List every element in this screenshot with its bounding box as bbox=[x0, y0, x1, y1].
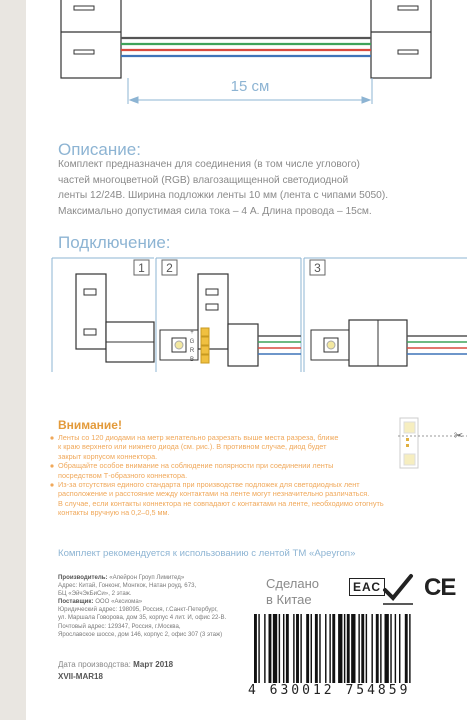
footer-line: Поставщик: ООО «Аксиома» bbox=[58, 598, 143, 606]
barcode bbox=[252, 614, 467, 684]
step-number: 3 bbox=[314, 261, 321, 275]
description-heading: Описание: bbox=[58, 140, 141, 159]
connection-diagrams bbox=[26, 254, 467, 384]
production-date: Дата производства: Март 2018 bbox=[58, 660, 174, 669]
bullet-dot bbox=[50, 436, 53, 439]
barcode-bar bbox=[300, 614, 301, 684]
barcode-bar bbox=[347, 614, 350, 684]
footer-line: Адрес: Китай, Гонконг, Монгкок, Натан роуд, 673, bbox=[58, 582, 197, 590]
description-text bbox=[58, 157, 388, 219]
bullet-dot bbox=[50, 464, 53, 467]
warning-line: Обращайте особое внимание на соблюдение полярности при соединении ленты bbox=[58, 461, 334, 471]
barcode-bar bbox=[293, 614, 294, 684]
barcode-bar bbox=[399, 614, 400, 684]
barcode-bar bbox=[380, 614, 381, 684]
svg-text:+: + bbox=[190, 330, 194, 336]
cable-length-diagram bbox=[26, 0, 467, 120]
footer-line: Почтовый адрес: 129347, Россия, г.Москва, bbox=[58, 622, 181, 630]
warning-bullets bbox=[48, 434, 56, 504]
scissors-icon: ✂ bbox=[454, 429, 464, 442]
recycle-check-icon bbox=[380, 570, 416, 606]
svg-text:R: R bbox=[189, 348, 195, 354]
barcode-bar bbox=[319, 614, 320, 684]
barcode-bar bbox=[296, 614, 299, 684]
barcode-bar bbox=[351, 614, 355, 684]
barcode-bar bbox=[371, 614, 372, 684]
warning-line: В случае, если контакты коннектора не совпадают с контактами на ленте, необходимо отогнуть bbox=[58, 498, 384, 508]
barcode-bar bbox=[325, 614, 326, 684]
length-label: 15 см bbox=[230, 78, 270, 95]
barcode-bar bbox=[385, 614, 389, 684]
barcode-bar bbox=[395, 614, 396, 684]
barcode-bar bbox=[269, 614, 272, 684]
step-1-diagram bbox=[52, 258, 154, 372]
barcode-bar bbox=[332, 614, 335, 684]
footer-line: Ярославское шоссе, дом 146, корпус 2, офис 307 (3 этаж) bbox=[58, 630, 223, 638]
barcode-bar bbox=[338, 614, 342, 684]
step-2-diagram bbox=[156, 258, 301, 372]
barcode-bar bbox=[315, 614, 318, 684]
footer-line: Производитель: «Апейрон Гроуп Лимитед» bbox=[58, 574, 185, 581]
step-3-diagram bbox=[304, 258, 467, 372]
barcode-bar bbox=[366, 614, 367, 684]
barcode-bar bbox=[264, 614, 265, 684]
barcode-bar bbox=[279, 614, 280, 684]
barcode-bar bbox=[329, 614, 330, 684]
description-line: Максимально допустимая сила тока – 4 А. Длина провода – 15см. bbox=[58, 205, 372, 217]
barcode-bar bbox=[311, 614, 312, 684]
warning-line: расположение и расстояние между контактами на ленте могут незначительно различаться. bbox=[58, 489, 370, 499]
warning-line: Из-за отсутствия единого стандарта при производстве подложек для светодиодных лент bbox=[58, 480, 360, 490]
step-number: 1 bbox=[138, 261, 145, 275]
description-line: ленты 12/24В. Ширина подложки ленты 10 мм (лента с чипами 5050). bbox=[58, 190, 389, 202]
warning-line: к краю верхнего или нижнего диода (см. рис.). В противном случае, диод будет bbox=[58, 442, 327, 452]
barcode-bar bbox=[405, 614, 408, 684]
warning-line: контакты вручную на 0,2–0,5 мм. bbox=[58, 508, 170, 518]
svg-text:B: B bbox=[189, 357, 195, 363]
barcode-bar bbox=[376, 614, 379, 684]
barcode-bar bbox=[254, 614, 257, 684]
made-in-china: Сделано в Китае bbox=[266, 576, 319, 607]
barcode-bar bbox=[283, 614, 284, 684]
barcode-bar bbox=[390, 614, 391, 684]
warning-text bbox=[58, 433, 384, 518]
package-label bbox=[26, 0, 467, 720]
wires bbox=[121, 38, 371, 56]
warning-line: посредством Т-образного коннектора. bbox=[58, 470, 188, 480]
warning-line: Ленты со 120 диодами на метр желательно разрезать выше места разреза, ближе bbox=[58, 433, 339, 442]
manufacturer-info bbox=[58, 574, 226, 639]
barcode-bar bbox=[361, 614, 364, 684]
ce-mark: CE bbox=[424, 574, 456, 601]
barcode-bar bbox=[258, 614, 259, 684]
batch-number: XVII-MAR18 bbox=[58, 672, 103, 681]
cut-illustration bbox=[398, 412, 467, 472]
barcode-bar bbox=[273, 614, 277, 684]
right-connector bbox=[371, 0, 431, 78]
connection-heading: Подключение: bbox=[58, 233, 171, 252]
barcode-bar bbox=[306, 614, 309, 684]
warning-title: Внимание! bbox=[58, 418, 122, 432]
svg-text:G: G bbox=[189, 339, 195, 345]
footer-line: БЦ «ЭйчЭкБиСи», 2 этаж. bbox=[58, 590, 132, 598]
description-line: частей многоцветной (RGB) влагозащищенной светодиодной bbox=[58, 174, 349, 186]
warning-line: закрыт корпусом коннектора. bbox=[58, 451, 158, 461]
barcode-bar bbox=[358, 614, 359, 684]
step-number: 2 bbox=[166, 261, 173, 275]
barcode-bar bbox=[286, 614, 289, 684]
left-connector bbox=[61, 0, 121, 78]
bullet-dot bbox=[50, 483, 53, 486]
footer-line: Юридический адрес: 198095, Россия, г.Санкт-Петербург, bbox=[58, 606, 218, 614]
recommendation-text: Комплект рекомендуется к использованию с лентой ТМ «Apeyron» bbox=[58, 548, 356, 559]
barcode-number: 4 630012 754859 bbox=[248, 683, 411, 698]
barcode-bar bbox=[344, 614, 345, 684]
footer-line: ул. Маршала Говорова, дом 35, корпус 4 лит. И, офис 22-В. bbox=[58, 614, 227, 622]
barcode-bar bbox=[409, 614, 410, 684]
description-line: Комплект предназначен для соединения (в том числе углового) bbox=[58, 159, 360, 170]
eac-mark: ЕАС bbox=[349, 578, 385, 596]
